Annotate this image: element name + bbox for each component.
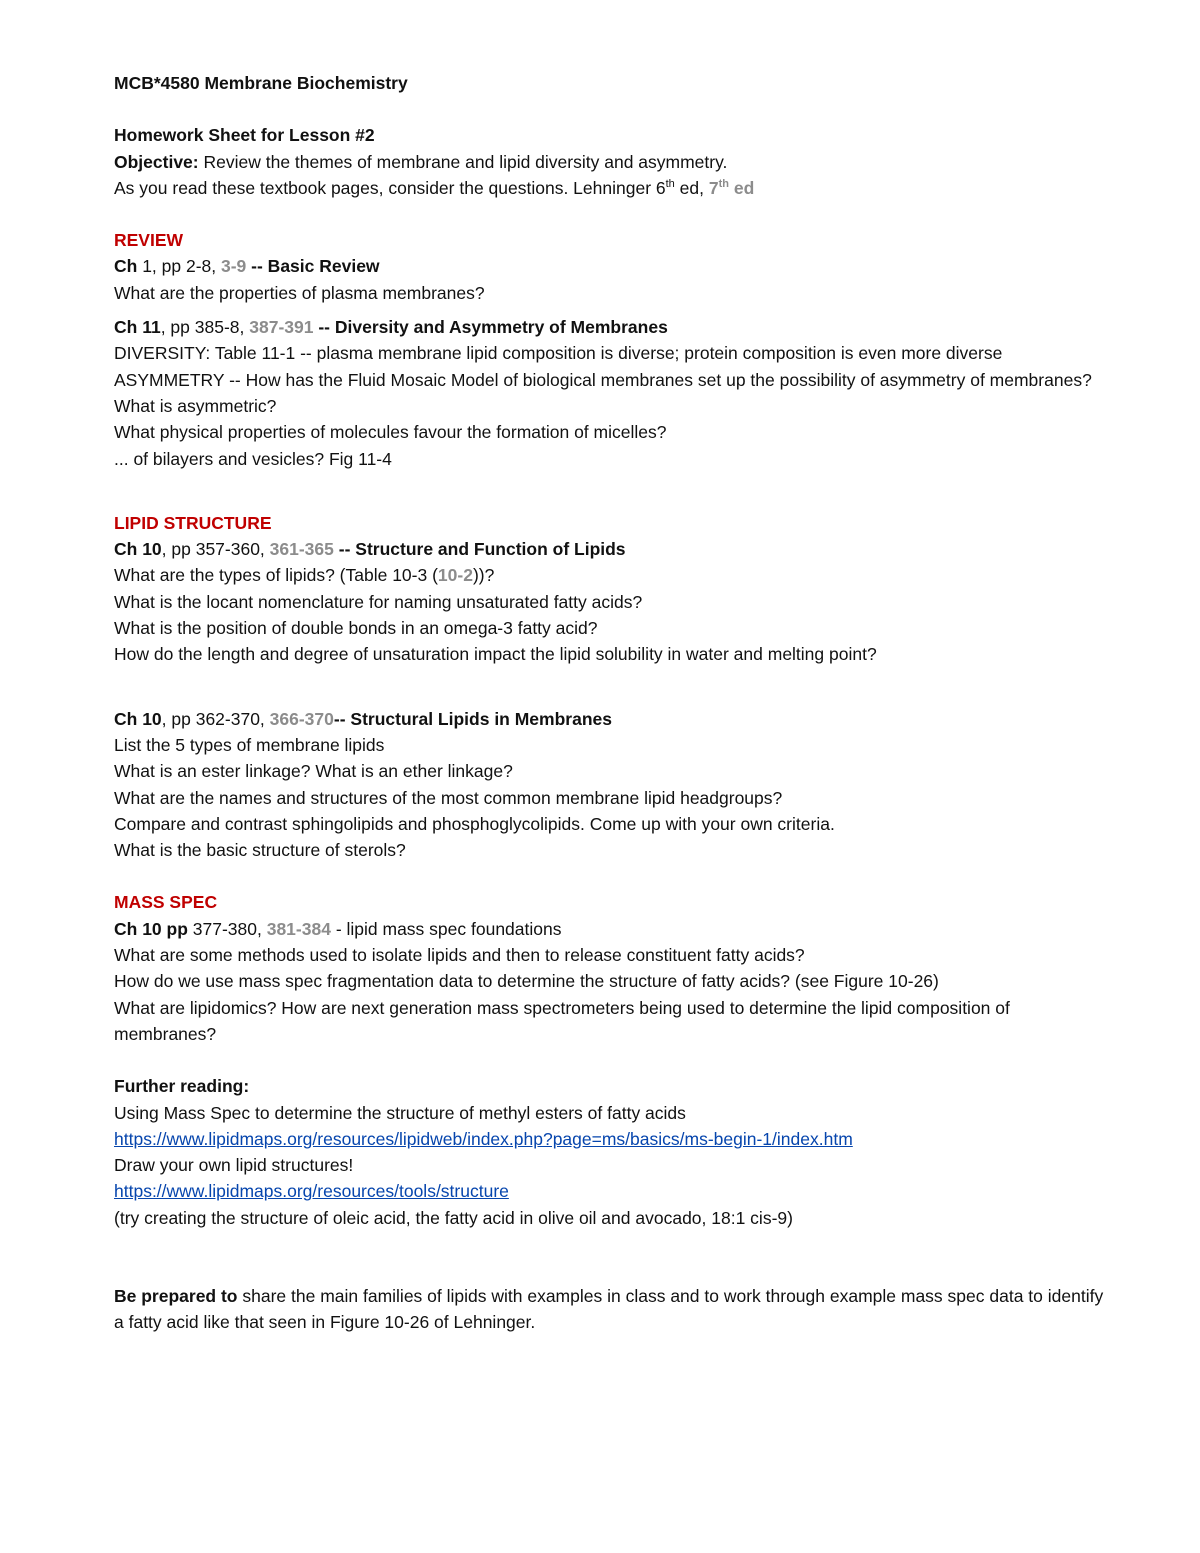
objective-text: Review the themes of membrane and lipid diversity and asymmetry. [198, 151, 728, 172]
chapter-reference: Ch 10 pp 377-380, 381-384 - lipid mass spec foundations [114, 918, 562, 939]
question: What are the names and structures of the most common membrane lipid headgroups? [114, 787, 783, 808]
structure-tool-link[interactable]: https://www.lipidmaps.org/resources/tools/structure [114, 1181, 509, 1202]
question: What are lipidomics? How are next generation mass spectrometers being used to determine the lipid composition of membranes? [114, 997, 1010, 1044]
lipidweb-ms-link[interactable]: https://www.lipidmaps.org/resources/lipidweb/index.php?page=ms/basics/ms-begin-1/index.htm [114, 1128, 853, 1149]
reading-description: Draw your own lipid structures! [114, 1155, 354, 1176]
objective-line [114, 149, 1114, 175]
course-title: MCB*4580 Membrane Biochemistry [114, 73, 408, 93]
sheet-title: Homework Sheet for Lesson #2 [114, 125, 375, 146]
chapter-reference: Ch 11, pp 385-8, 387-391 -- Diversity and Asymmetry of Membranes [114, 317, 668, 338]
section-heading-review: REVIEW [114, 230, 184, 251]
asymmetry-note: ASYMMETRY -- How has the Fluid Mosaic Model of biological membranes set up the possibility of asymmetry of membranes? What is asymmetric? [114, 369, 1092, 416]
chapter-reference: Ch 10, pp 362-370, 366-370-- Structural Lipids in Membranes [114, 708, 612, 729]
question: What is the position of double bonds in an omega-3 fatty acid? [114, 618, 598, 639]
question: ... of bilayers and vesicles? Fig 11-4 [114, 448, 392, 469]
question: How do the length and degree of unsaturation impact the lipid solubility in water and melting point? [114, 644, 877, 665]
section-heading-lipid-structure: LIPID STRUCTURE [114, 512, 272, 533]
document-page [114, 70, 1114, 1336]
chapter-reference: Ch 10, pp 357-360, 361-365 -- Structure and Function of Lipids [114, 539, 626, 560]
chapter-reference: Ch 1, pp 2-8, 3-9 -- Basic Review [114, 256, 380, 277]
question: What are the types of lipids? (Table 10-3 (10-2))? [114, 565, 495, 586]
objective-label: Objective: [114, 151, 199, 172]
question: What are the properties of plasma membranes? [114, 282, 485, 303]
question: Compare and contrast sphingolipids and phosphoglycolipids. Come up with your own criteria. [114, 813, 835, 834]
question: What is the locant nomenclature for naming unsaturated fatty acids? [114, 591, 643, 612]
question: What physical properties of molecules favour the formation of micelles? [114, 422, 667, 443]
question: List the 5 types of membrane lipids [114, 734, 385, 755]
question: What is an ester linkage? What is an ether linkage? [114, 761, 513, 782]
reading-instructions: As you read these textbook pages, consider the questions. Lehninger 6th ed, 7th ed [114, 177, 755, 198]
question: What are some methods used to isolate lipids and then to release constituent fatty acids? [114, 945, 805, 966]
diversity-note: DIVERSITY: Table 11-1 -- plasma membrane lipid composition is diverse; protein composition is even more diverse [114, 343, 1003, 364]
question: How do we use mass spec fragmentation data to determine the structure of fatty acids? (see Figure 10-26) [114, 971, 939, 992]
further-reading-heading: Further reading: [114, 1076, 250, 1097]
closing-note: Be prepared to share the main families of lipids with examples in class and to work through example mass spec data to identify a fatty acid like that seen in Figure 10-26 of Lehninger. [114, 1285, 1104, 1333]
reading-description: (try creating the structure of oleic acid, the fatty acid in olive oil and avocado, 18:1 cis-9) [114, 1207, 793, 1228]
reading-description: Using Mass Spec to determine the structure of methyl esters of fatty acids [114, 1102, 686, 1123]
question: What is the basic structure of sterols? [114, 840, 406, 861]
section-heading-mass-spec: MASS SPEC [114, 892, 218, 913]
